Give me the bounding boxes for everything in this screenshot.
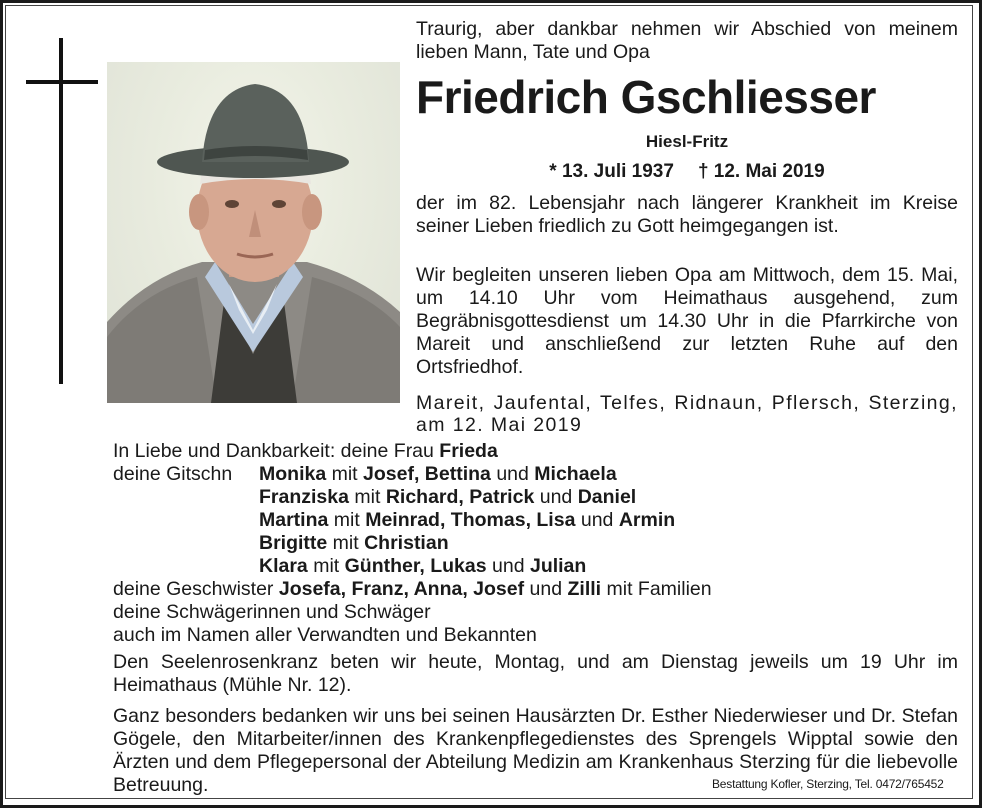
in-laws-line: deine Schwägerinnen und Schwäger (113, 601, 431, 623)
portrait-illustration (107, 62, 400, 403)
life-dates (416, 161, 958, 183)
deceased-name: Friedrich Gschliesser (416, 71, 876, 123)
child-line: Franziska mit Richard, Patrick und Daniel (259, 486, 637, 508)
portrait-photo (107, 62, 400, 403)
wife-name: Frieda (439, 440, 498, 462)
relatives-line: auch im Namen aller Verwandten und Bekannten (113, 624, 537, 646)
wife-prefix: In Liebe und Dankbarkeit: deine Frau (113, 440, 434, 462)
birth-date: * 13. Juli 1937 (549, 161, 674, 182)
funeral-home-credit: Bestattung Kofler, Sterzing, Tel. 0472/765452 (712, 777, 944, 791)
child-line: Klara mit Günther, Lukas und Julian (259, 555, 587, 577)
places-date: Mareit, Jaufental, Telfes, Ridnaun, Pflersch, Sterzing, am 12. Mai 2019 (416, 392, 958, 436)
funeral-text: Wir begleiten unseren lieben Opa am Mittwoch, dem 15. Mai, um 14.10 Uhr vom Heimathaus ausgehend, zum Begräbnisgottesdienst um 14.30 Uhr in die Pfarrkirche von Mareit und anschließend zur letzten Ruhe auf den Ortsfriedhof. (416, 264, 958, 378)
siblings-line: deine Geschwister Josefa, Franz, Anna, Josef und Zilli mit Familien (113, 578, 712, 600)
death-text: der im 82. Lebensjahr nach längerer Krankheit im Kreise seiner Lieben friedlich zu Gott heimgegangen ist. (416, 192, 958, 237)
cross-icon-horizontal (26, 80, 98, 84)
wife-line (113, 440, 498, 463)
child-line: Martina mit Meinrad, Thomas, Lisa und Armin (259, 509, 676, 531)
child-line: Monika mit Josef, Bettina und Michaela (259, 463, 617, 485)
rosary-text: Den Seelenrosenkranz beten wir heute, Montag, und am Dienstag jeweils um 19 Uhr im Heimathaus (Mühle Nr. 12). (113, 651, 958, 696)
child-line: Brigitte mit Christian (259, 532, 449, 554)
nickname: Hiesl-Fritz (645, 132, 729, 151)
death-date: † 12. Mai 2019 (697, 161, 825, 182)
cross-icon-vertical (59, 38, 63, 384)
children-prefix: deine Gitschn (113, 463, 233, 485)
thanks-text: Ganz besonders bedanken wir uns bei seinen Hausärzten Dr. Esther Niederwieser und Dr. Stefan Gögele, den Mitarbeiter/innen des Krankenpflegedienstes des Sprengels Wipptal sowie den Ärzten und dem Pflegepersonal der Abteilung Medizin am Krankenhaus Sterzing für die liebevolle Betreuung. (113, 705, 958, 796)
intro-text: Traurig, aber dankbar nehmen wir Abschied von meinem lieben Mann, Tate und Opa (416, 18, 958, 63)
